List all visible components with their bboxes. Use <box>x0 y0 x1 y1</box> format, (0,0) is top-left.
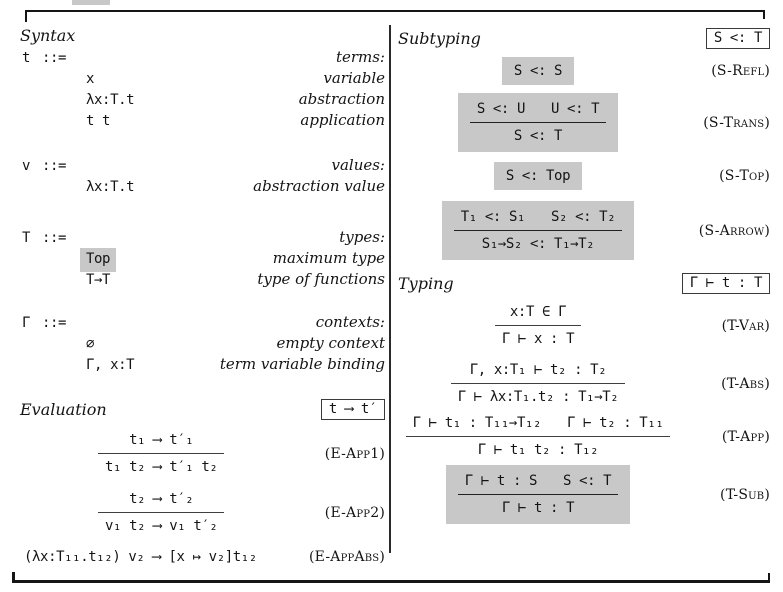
rule-premises <box>470 100 606 122</box>
grammar-note: contexts: <box>315 313 385 331</box>
rule-conclusion: S₁→S₂ <: T₁→T₂ <box>454 230 622 253</box>
rule-premise: t₂ ⟶ t′₂ <box>129 491 194 507</box>
grammar-note: type of functions <box>257 270 385 288</box>
grammar-note: abstraction value <box>253 177 385 195</box>
rule-t-var <box>398 303 770 348</box>
rule-premise: Γ ⊢ t : S <box>464 473 538 489</box>
grammar-note: terms: <box>335 48 385 66</box>
rule-label-e-app2: (E-App2) <box>324 504 385 521</box>
metavariable: T <box>22 230 31 246</box>
grammar-note: empty context <box>276 334 385 352</box>
rule-label-s-arrow: (S-Arrow) <box>698 222 770 239</box>
metavariable: t <box>22 50 31 66</box>
grammar-note: application <box>300 111 385 129</box>
syntax-heading: Syntax <box>20 26 76 45</box>
rule-premise: S <: T <box>563 473 612 489</box>
grammar-note: term variable binding <box>219 355 385 373</box>
metavariable: Γ <box>22 315 31 331</box>
rule-t-app <box>398 414 770 459</box>
frame-top-rule <box>25 10 765 12</box>
grammar-note: values: <box>331 156 385 174</box>
rule-premises <box>406 414 671 436</box>
grammar-row <box>20 47 385 68</box>
subtyping-judgement-box: S <: T <box>706 28 770 49</box>
rule-body <box>398 414 678 459</box>
frame-bottom-right-tick <box>768 573 771 581</box>
bnf-symbol: ::= <box>42 230 67 246</box>
grammar-row <box>20 333 385 354</box>
rule-label-t-app: (T-App) <box>721 428 770 445</box>
frame-top-left-tick <box>25 10 27 22</box>
rule-conclusion: v₁ t₂ ⟶ v₁ t′₂ <box>98 512 224 535</box>
rule-t-sub <box>398 465 770 524</box>
rule-premise: x:T ∈ Γ <box>509 304 567 320</box>
rule-s-trans <box>398 93 770 152</box>
grammar-row <box>20 248 385 269</box>
rule-label-e-appabs: (E-AppAbs) <box>308 549 385 565</box>
rule-fraction <box>406 414 671 459</box>
rule-premise: Γ ⊢ t₂ : T₁₁ <box>567 415 664 431</box>
rule-body <box>398 361 678 406</box>
rule-s-arrow <box>398 201 770 260</box>
grammar-alternative: λx:T.t <box>86 179 135 195</box>
rule-premise: t₁ ⟶ t′₁ <box>129 432 194 448</box>
grammar-alternative: T→T <box>86 272 111 288</box>
frame-bottom-left-tick <box>12 572 15 581</box>
rule-label-t-var: (T-Var) <box>721 317 770 334</box>
typing-judgement-box: Γ ⊢ t : T <box>682 273 770 294</box>
left-column <box>20 26 385 566</box>
rule-body <box>398 465 678 524</box>
grammar-row <box>20 110 385 131</box>
rule-e-app1 <box>20 431 385 476</box>
rule-fraction <box>495 303 581 348</box>
rule-fraction-highlighted <box>458 93 618 152</box>
grammar-row <box>20 68 385 89</box>
rule-fraction <box>98 490 224 535</box>
rule-fraction-highlighted <box>446 465 630 524</box>
rule-conclusion: Γ ⊢ x : T <box>495 325 581 348</box>
grammar-group-values <box>20 155 385 197</box>
syntax-grammar <box>20 47 385 375</box>
grammar-alternative: λx:T.t <box>86 92 135 108</box>
top-cutoff-highlight <box>72 0 110 5</box>
rule-e-app2 <box>20 490 385 535</box>
rule-body <box>398 162 678 190</box>
rule-conclusion: Γ ⊢ t : T <box>458 494 618 517</box>
grammar-note: types: <box>339 228 385 246</box>
grammar-alternative: x <box>86 71 95 87</box>
grammar-alternative: Γ, x:T <box>86 357 135 373</box>
evaluation-judgement-box: t ⟶ t′ <box>321 399 385 420</box>
bnf-symbol: ::= <box>42 315 67 331</box>
rule-conclusion: S <: T <box>470 122 606 145</box>
rule-premise: U <: T <box>551 101 600 117</box>
grammar-alternative: ∅ <box>86 336 95 352</box>
bnf-symbol: ::= <box>42 158 67 174</box>
grammar-note: variable <box>323 69 385 87</box>
rule-premise: Γ, x:T₁ ⊢ t₂ : T₂ <box>469 362 607 378</box>
evaluation-header <box>20 397 385 422</box>
grammar-row <box>20 354 385 375</box>
column-divider <box>389 25 391 553</box>
grammar-group-types <box>20 227 385 290</box>
rule-fraction-highlighted <box>442 201 634 260</box>
rule-s-top <box>398 162 770 190</box>
subtyping-heading: Subtyping <box>398 29 481 48</box>
rule-e-appabs <box>20 548 385 566</box>
grammar-note: abstraction <box>298 90 385 108</box>
rule-conclusion: t₁ t₂ ⟶ t′₁ t₂ <box>98 453 224 476</box>
rule-body <box>398 57 678 85</box>
rule-body <box>398 201 678 260</box>
rule-s-refl <box>398 57 770 85</box>
grammar-row <box>20 176 385 197</box>
rule-fraction <box>98 431 224 476</box>
rule-premise: S <: U <box>476 101 525 117</box>
grammar-row <box>20 227 385 248</box>
grammar-note: maximum type <box>272 249 385 267</box>
right-column <box>398 26 770 524</box>
rule-label-e-app1: (E-App1) <box>324 445 385 462</box>
rule-premises <box>454 208 622 230</box>
rule-premise: S₂ <: T₂ <box>551 209 616 225</box>
rule-body <box>398 93 678 152</box>
rule-t-abs <box>398 361 770 406</box>
rule-label-s-top: (S-Top) <box>719 168 770 184</box>
rule-label-t-sub: (T-Sub) <box>720 486 770 503</box>
grammar-alternative-highlighted: Top <box>80 248 116 272</box>
grammar-row <box>20 89 385 110</box>
metavariable: v <box>22 158 31 174</box>
typing-heading: Typing <box>398 274 454 293</box>
grammar-row <box>20 312 385 333</box>
rule-label-t-abs: (T-Abs) <box>721 375 770 392</box>
evaluation-heading: Evaluation <box>20 400 107 419</box>
bnf-symbol: ::= <box>42 50 67 66</box>
rule-label-s-trans: (S-Trans) <box>703 114 770 131</box>
subtyping-header <box>398 26 770 51</box>
grammar-row <box>20 155 385 176</box>
rule-fraction <box>451 361 626 406</box>
frame-bottom-rule <box>12 580 770 583</box>
grammar-row <box>20 269 385 290</box>
rule-conclusion: Γ ⊢ λx:T₁.t₂ : T₁→T₂ <box>451 383 626 406</box>
grammar-group-terms <box>20 47 385 131</box>
grammar-alternative: t t <box>86 113 111 129</box>
grammar-group-contexts <box>20 312 385 375</box>
rule-axiom-highlighted: S <: S <box>502 57 574 85</box>
rule-label-s-refl: (S-Refl) <box>711 63 770 79</box>
rule-premise: T₁ <: S₁ <box>460 209 525 225</box>
rule-conclusion: Γ ⊢ t₁ t₂ : T₁₂ <box>406 436 671 459</box>
rule-premises <box>458 472 618 494</box>
frame-top-right-tick <box>763 10 765 19</box>
rule-body <box>398 303 678 348</box>
rule-axiom: (λx:T₁₁.t₁₂) v₂ ⟶ [x ↦ v₂]t₁₂ <box>24 549 257 565</box>
typing-header <box>398 271 770 296</box>
rule-premise: Γ ⊢ t₁ : T₁₁→T₁₂ <box>412 415 542 431</box>
rule-axiom-highlighted: S <: Top <box>494 162 582 190</box>
